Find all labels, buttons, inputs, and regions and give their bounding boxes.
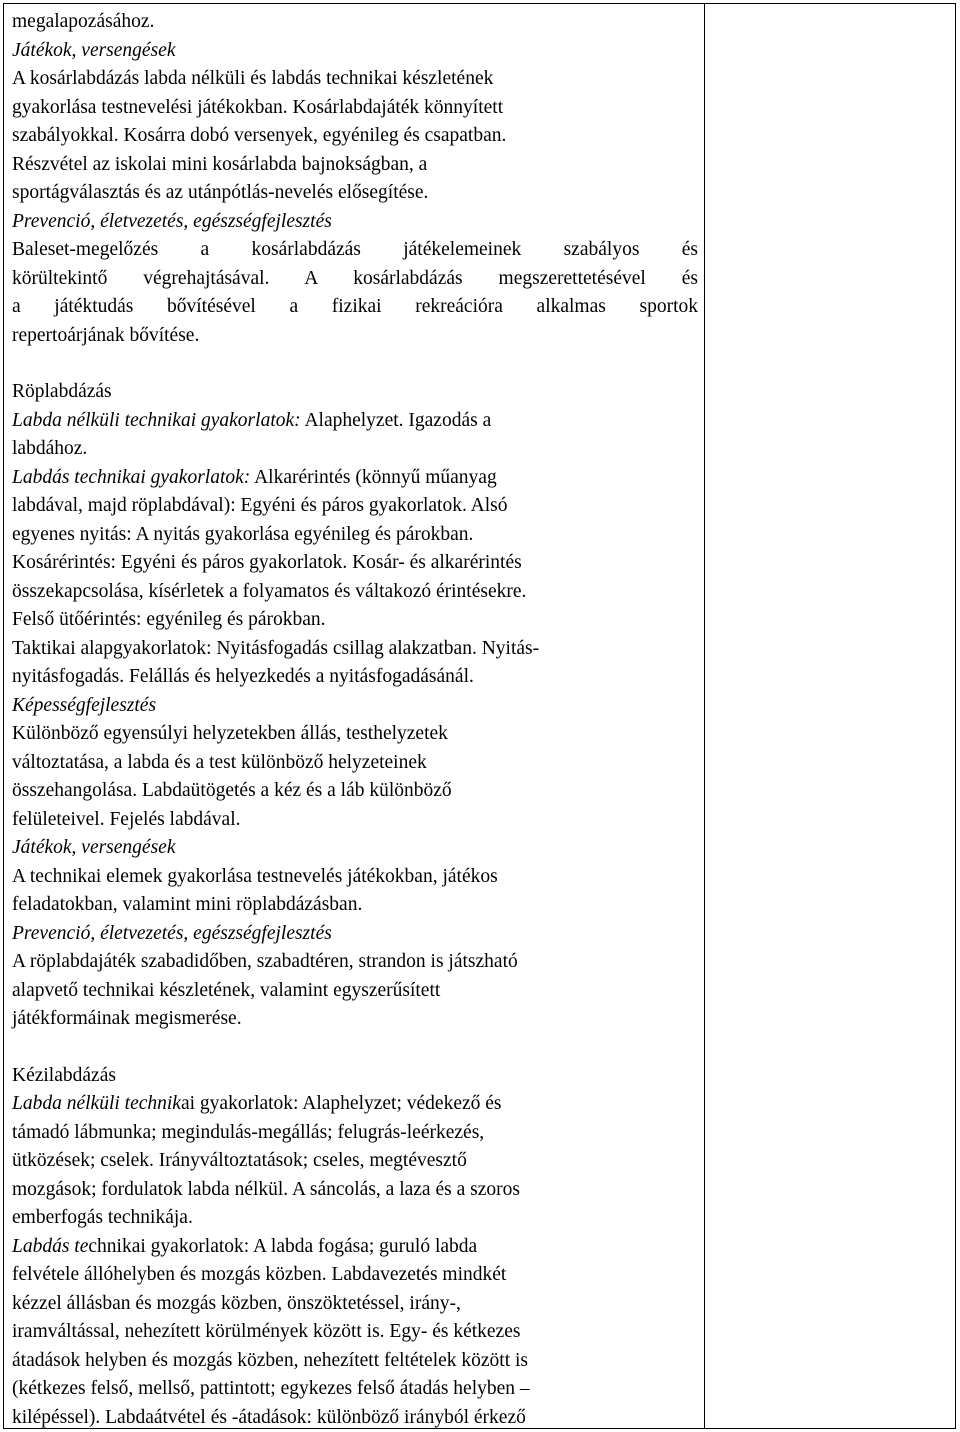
section-title-handball: Kézilabdázás xyxy=(12,1064,116,1086)
text-line: A röplabdajáték szabadidőben, szabadtéren, strandon is játszható xyxy=(12,951,518,972)
text-line: alapvető technikai készletének, valamint egyszerűsített xyxy=(12,979,441,1001)
text-line: szabályokkal. Kosárra dobó versenyek, egyénileg és csapatban. xyxy=(12,125,507,146)
text-line: (kétkezes felső, mellső, pattintott; egykezes felső átadás helyben – xyxy=(12,1378,530,1399)
text-line: egyenes nyitás: A nyitás gyakorlása egyénileg és párokban. xyxy=(12,523,474,545)
inline-label: Labda nélküli technik xyxy=(12,1093,181,1114)
text-line: felületeivel. Fejelés labdával. xyxy=(12,808,241,830)
section-title-volleyball: Röplabdázás xyxy=(12,381,112,402)
inline-label: Labda nélküli technikai gyakorlatok: xyxy=(12,409,301,431)
text-line: körültekintő végrehajtásával. A kosárlabdázás megszerettetésével és xyxy=(12,267,698,289)
text-line: változtatása, a labda és a test különböző helyzeteinek xyxy=(12,751,427,773)
text-line: a játéktudás bővítésével a fizikai rekreációra alkalmas sportok xyxy=(12,296,698,317)
text-line: Kosárérintés: Egyéni és páros gyakorlatok. Kosár- és alkarérintés xyxy=(12,552,522,573)
text-line: játékformáinak megismerése. xyxy=(12,1008,242,1029)
text-line: Részvétel az iskolai mini kosárlabda bajnokságban, a xyxy=(12,153,428,175)
text-line: megalapozásához. xyxy=(12,11,155,32)
text-line: repertoárjának bővítése. xyxy=(12,324,200,346)
text-line: mozgások; fordulatok labda nélkül. A sáncolás, a laza és a szoros xyxy=(12,1178,520,1200)
inline-text: Alkarérintés (könnyű műanyag xyxy=(250,466,497,488)
text-line: támadó lábmunka; megindulás-megállás; felugrás-leérkezés, xyxy=(12,1121,485,1143)
text-line: ütközések; cselek. Irányváltoztatások; cseles, megtévesztő xyxy=(12,1150,467,1171)
text-line: labdával, majd röplabdával): Egyéni és páros gyakorlatok. Alsó xyxy=(12,495,508,516)
subheading-prevention: Prevenció, életvezetés, egészségfejlesztés xyxy=(12,922,332,944)
text-line: feladatokban, valamint mini röplabdázásban. xyxy=(12,894,363,915)
text-line xyxy=(12,1090,698,1119)
text-line xyxy=(12,407,698,436)
text-line: kilépéssel). Labdaátvétel és -átadások: különböző irányból érkező xyxy=(12,1406,526,1428)
inline-text: Alaphelyzet. Igazodás a xyxy=(300,409,492,431)
text-line: gyakorlása testnevelési játékokban. Kosárlabdajáték könnyített xyxy=(12,96,504,118)
text-line: átadások helyben és mozgás közben, nehezített feltételek között is xyxy=(12,1349,529,1371)
text-line: Baleset-megelőzés a kosárlabdázás játékelemeinek szabályos és xyxy=(12,239,698,260)
text-line: kézzel állásban és mozgás közben, önszöktetéssel, irány-, xyxy=(12,1292,461,1314)
text-line: Különböző egyensúlyi helyzetekben állás, testhelyzetek xyxy=(12,723,448,744)
subheading-skills: Képességfejlesztés xyxy=(12,694,157,716)
inline-label: Labdás te xyxy=(12,1235,89,1257)
content-cell xyxy=(12,4,698,1432)
text-line: Taktikai alapgyakorlatok: Nyitásfogadás csillag alakzatban. Nyitás- xyxy=(12,637,540,659)
text-line: iramváltással, nehezített körülmények között is. Egy- és kétkezes xyxy=(12,1321,521,1342)
inline-text: ai gyakorlatok: Alaphelyzet; védekező és xyxy=(180,1093,502,1114)
text-line: A kosárlabdázás labda nélküli és labdás technikai készletének xyxy=(12,68,494,89)
text-line: összekapcsolása, kísérletek a folyamatos és váltakozó érintésekre. xyxy=(12,580,527,602)
text-line: Felső ütőérintés: egyénileg és párokban. xyxy=(12,609,326,630)
paragraph-gap xyxy=(12,1034,698,1062)
empty-side-cell xyxy=(705,4,955,1428)
text-line: A technikai elemek gyakorlása testnevelés játékokban, játékos xyxy=(12,865,498,887)
text-line: nyitásfogadás. Felállás és helyezkedés a nyitásfogadásánál. xyxy=(12,666,474,687)
text-line xyxy=(12,464,698,493)
text-line: felvétele állóhelyben és mozgás közben. Labdavezetés mindkét xyxy=(12,1264,507,1285)
inline-label: Labdás technikai gyakorlatok: xyxy=(12,466,251,488)
text-line xyxy=(12,1233,698,1262)
text-line: összehangolása. Labdaütögetés a kéz és a láb különböző xyxy=(12,780,452,801)
subheading-games: Játékok, versengések xyxy=(12,837,176,858)
subheading-prevention: Prevenció, életvezetés, egészségfejlesztés xyxy=(12,210,332,232)
text-line: labdához. xyxy=(12,438,88,459)
subheading-games: Játékok, versengések xyxy=(12,39,176,61)
text-line: sportágválasztás és az utánpótlás-nevelés elősegítése. xyxy=(12,182,429,203)
inline-text: chnikai gyakorlatok: A labda fogása; guruló labda xyxy=(88,1235,478,1257)
text-line: emberfogás technikája. xyxy=(12,1207,193,1228)
paragraph-gap xyxy=(12,350,698,378)
curriculum-table xyxy=(3,3,956,1429)
